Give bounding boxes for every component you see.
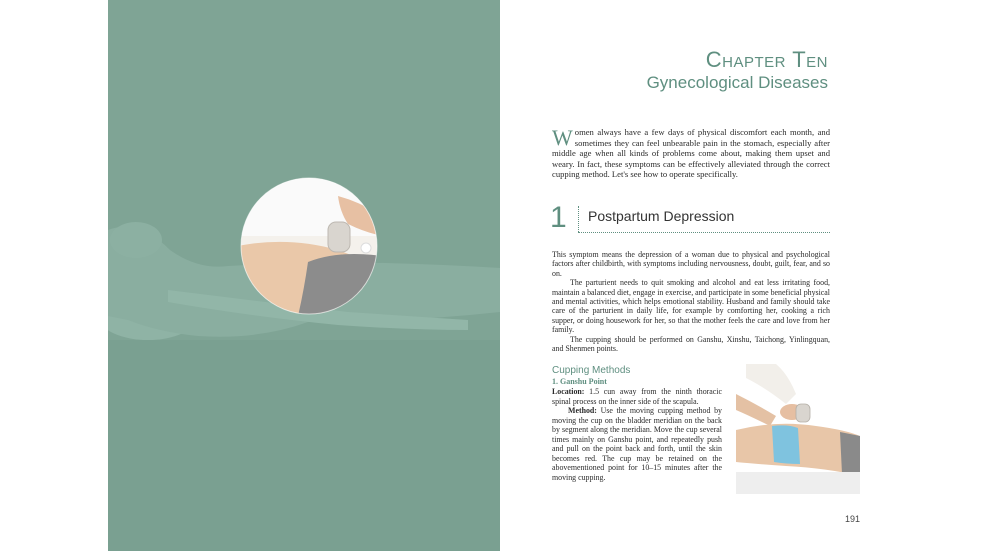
chapter-header [647,48,828,94]
section-divider-vertical [578,206,579,232]
method-label: Method: [568,406,597,415]
location-text [552,387,722,406]
chapter-subtitle: Gynecological Diseases [646,73,828,92]
section-number: 1 [550,201,567,234]
cupping-methods [552,365,722,482]
method-description: Use the moving cupping method by moving the cup on the bladder meridian on the back by segment along the meridian. Move the cup several times mainly on Ganshu point, and repeatedly push and pull on the point back and forth, until the skin becomes red. The cup may be retained on the abovementioned point for 10–15 minutes after the moving cupping. [552,406,722,482]
location-description: 1.5 cun away from the ninth thoracic spinal process on the inner side of the scapula. [552,387,722,406]
cupping-back-photo [736,364,860,494]
section-heading [550,202,830,236]
body-paragraph-1: This symptom means the depression of a woman due to physical and psychological factors after childbirth, with symptoms including nervousness, doubt, guilt, fear, and so on. [552,250,830,278]
intro-text: omen always have a few days of physical discomfort each month, and sometimes they can feel unbearable pain in the stomach, especially after middle age when all kinds of problems come about, making them upset and weary. In fact, these symptoms can be effectively alleviated through the correct cupping method. Let's see how to operate specifically. [552,127,830,180]
section-divider-horizontal [578,232,830,233]
method-text [552,406,722,482]
cupping-methods-heading: Cupping Methods [552,365,631,376]
chapter-title: Chapter Ten [705,47,828,72]
page-number: 191 [844,514,860,524]
intro-paragraph [552,127,830,180]
drop-cap: W [552,125,573,150]
section-body [552,250,830,353]
left-page-photo [108,0,500,551]
location-label: Location: [552,387,585,396]
point-title: 1. Ganshu Point [552,377,607,386]
reclining-woman-photo [108,0,500,551]
body-paragraph-2: The parturient needs to quit smoking and alcohol and eat less irritating food, maintain a balanced diet, engage in exercise, and participate in some beneficial physical and mental activities, which helps emotional stability. Husband and family should take care of the parturient in daily life, for example by comforting her, cooking a rich supper, or doing housework for her, so that the mother feels the care and love from her family. [552,278,830,335]
section-title: Postpartum Depression [588,208,735,224]
body-paragraph-3: The cupping should be performed on Ganshu, Xinshu, Taichong, Yinlingquan, and Shenmen points. [552,334,830,354]
right-page [500,0,892,551]
